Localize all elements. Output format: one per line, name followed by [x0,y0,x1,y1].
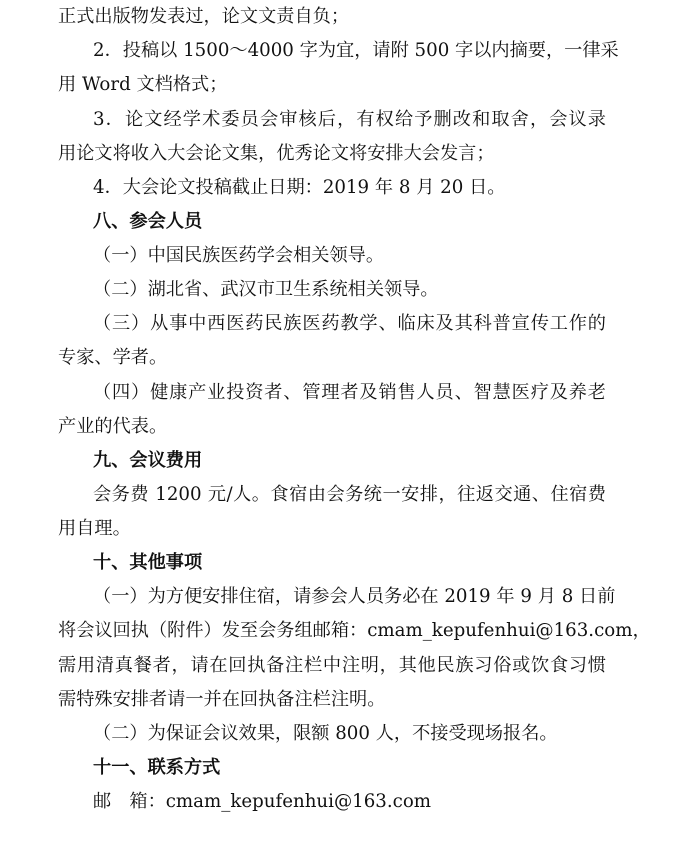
text-line: 将会议回执（附件）发至会务组邮箱：cmam_kepufenhui@163.com， [58,620,651,641]
section-heading: 十一、联系方式 [93,757,221,778]
text-line: 用论文将收入大会论文集，优秀论文将安排大会发言； [58,143,495,164]
text-line: 专家、学者。 [58,347,168,368]
section-heading: 十、其他事项 [93,552,203,573]
text-line: 会务费 1200 元/人。食宿由会务统一安排，往返交通、住宿费 [93,484,606,505]
text-line: （一）中国民族医药学会相关领导。 [93,245,385,266]
text-line: （二）湖北省、武汉市卫生系统相关领导。 [93,279,439,300]
text-line: 2．投稿以 1500～4000 字为宜，请附 500 字以内摘要，一律采 [93,40,619,61]
text-line: （四）健康产业投资者、管理者及销售人员、智慧医疗及养老 [93,382,606,403]
text-line: （二）为保证会议效果，限额 800 人，不接受现场报名。 [93,723,558,744]
text-line: 3．论文经学术委员会审核后，有权给予删改和取舍，会议录 [93,109,606,130]
text-line: 用 Word 文档格式； [58,74,228,95]
text-line: 正式出版物发表过，论文文责自负； [58,6,350,27]
text-line: （一）为方便安排住宿，请参会人员务必在 2019 年 9 月 8 日前 [93,586,616,607]
section-heading: 八、参会人员 [93,211,203,232]
text-line: 4．大会论文投稿截止日期：2019 年 8 月 20 日。 [93,177,506,198]
text-line: 需特殊安排者请一并在回执备注栏注明。 [58,689,386,710]
text-line: （三）从事中西医药民族医药教学、临床及其科普宣传工作的 [93,313,606,334]
text-line: 产业的代表。 [58,416,168,437]
section-heading: 九、会议费用 [93,450,203,471]
text-line: 用自理。 [58,518,131,539]
contact-email: 邮 箱：cmam_kepufenhui@163.com [93,791,432,812]
text-line: 需用清真餐者，请在回执备注栏中注明，其他民族习俗或饮食习惯 [58,655,606,676]
